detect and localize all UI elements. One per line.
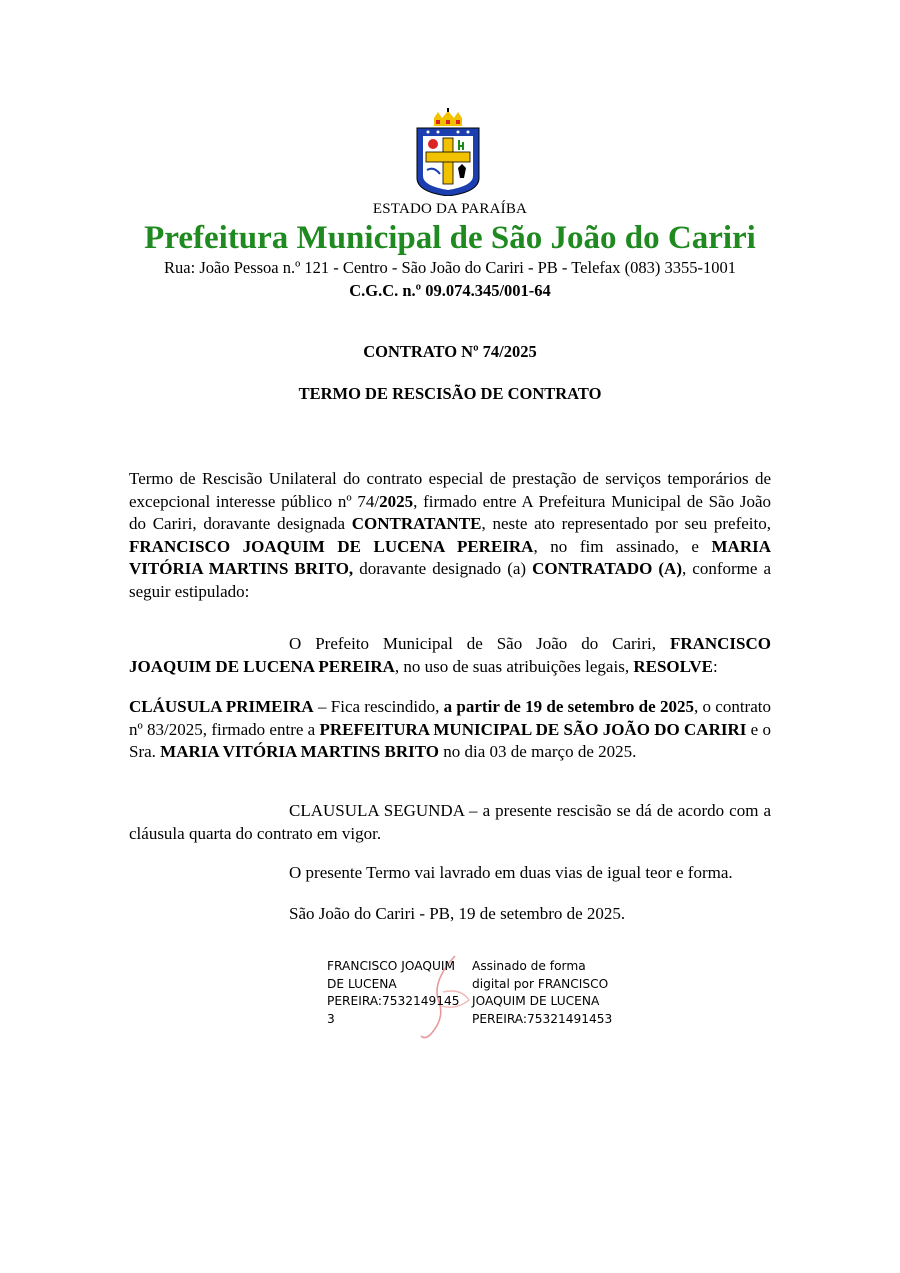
contract-number: CONTRATO Nº 74/2025 [363, 342, 537, 361]
coat-of-arms-icon [414, 108, 482, 196]
clause-second-paragraph: CLAUSULA SEGUNDA – a presente rescisão se dá de acordo com a cláusula quarta do contrato em vigor. [129, 801, 771, 843]
address-line: Rua: João Pessoa n.º 121 - Centro - São João do Cariri - PB - Telefax (083) 3355-1001 [164, 258, 736, 277]
cgc-number: C.G.C. n.º 09.074.345/001-64 [349, 281, 551, 300]
signature-info: Assinado de forma digital por FRANCISCO JOAQUIM DE LUCENA PEREIRA:75321491453 [472, 959, 613, 1026]
digital-signature [327, 958, 627, 1048]
closing-paragraph: O presente Termo vai lavrado em duas vias de igual teor e forma. [289, 863, 733, 882]
place-date: São João do Cariri - PB, 19 de setembro de 2025. [289, 904, 626, 923]
state-name: ESTADO DA PARAÍBA [372, 201, 528, 217]
term-title: TERMO DE RESCISÃO DE CONTRATO [298, 384, 602, 403]
clause-first-paragraph: CLÁUSULA PRIMEIRA – Fica rescindido, a partir de 19 de setembro de 2025, o contrato nº 83/2025, firmado entre a PREFEITURA MUNICIPAL DE SÃO JOÃO DO CARIRI e o Sra. MARIA VITÓRIA MARTINS BRITO no dia 03 de março de 2025. [129, 697, 771, 762]
resolve-paragraph: O Prefeito Municipal de São João do Cariri, FRANCISCO JOAQUIM DE LUCENA PEREIRA, no uso de suas atribuições legais, RESOLVE: [129, 634, 771, 676]
page-title: Prefeitura Municipal de São João do Cariri [144, 220, 756, 256]
intro-paragraph: Termo de Rescisão Unilateral do contrato especial de prestação de serviços temporários de excepcional interesse público nº 74/2025, firmado entre A Prefeitura Municipal de São João do Cariri, doravante designada CONTRATANTE, neste ato representado por seu prefeito, FRANCISCO JOAQUIM DE LUCENA PEREIRA, no fim assinado, e MARIA VITÓRIA MARTINS BRITO, doravante designado (a) CONTRATADO (A), conforme a seguir estipulado: [129, 469, 771, 601]
signer-name: FRANCISCO JOAQUIM DE LUCENA PEREIRA:7532149145 3 [327, 959, 460, 1026]
